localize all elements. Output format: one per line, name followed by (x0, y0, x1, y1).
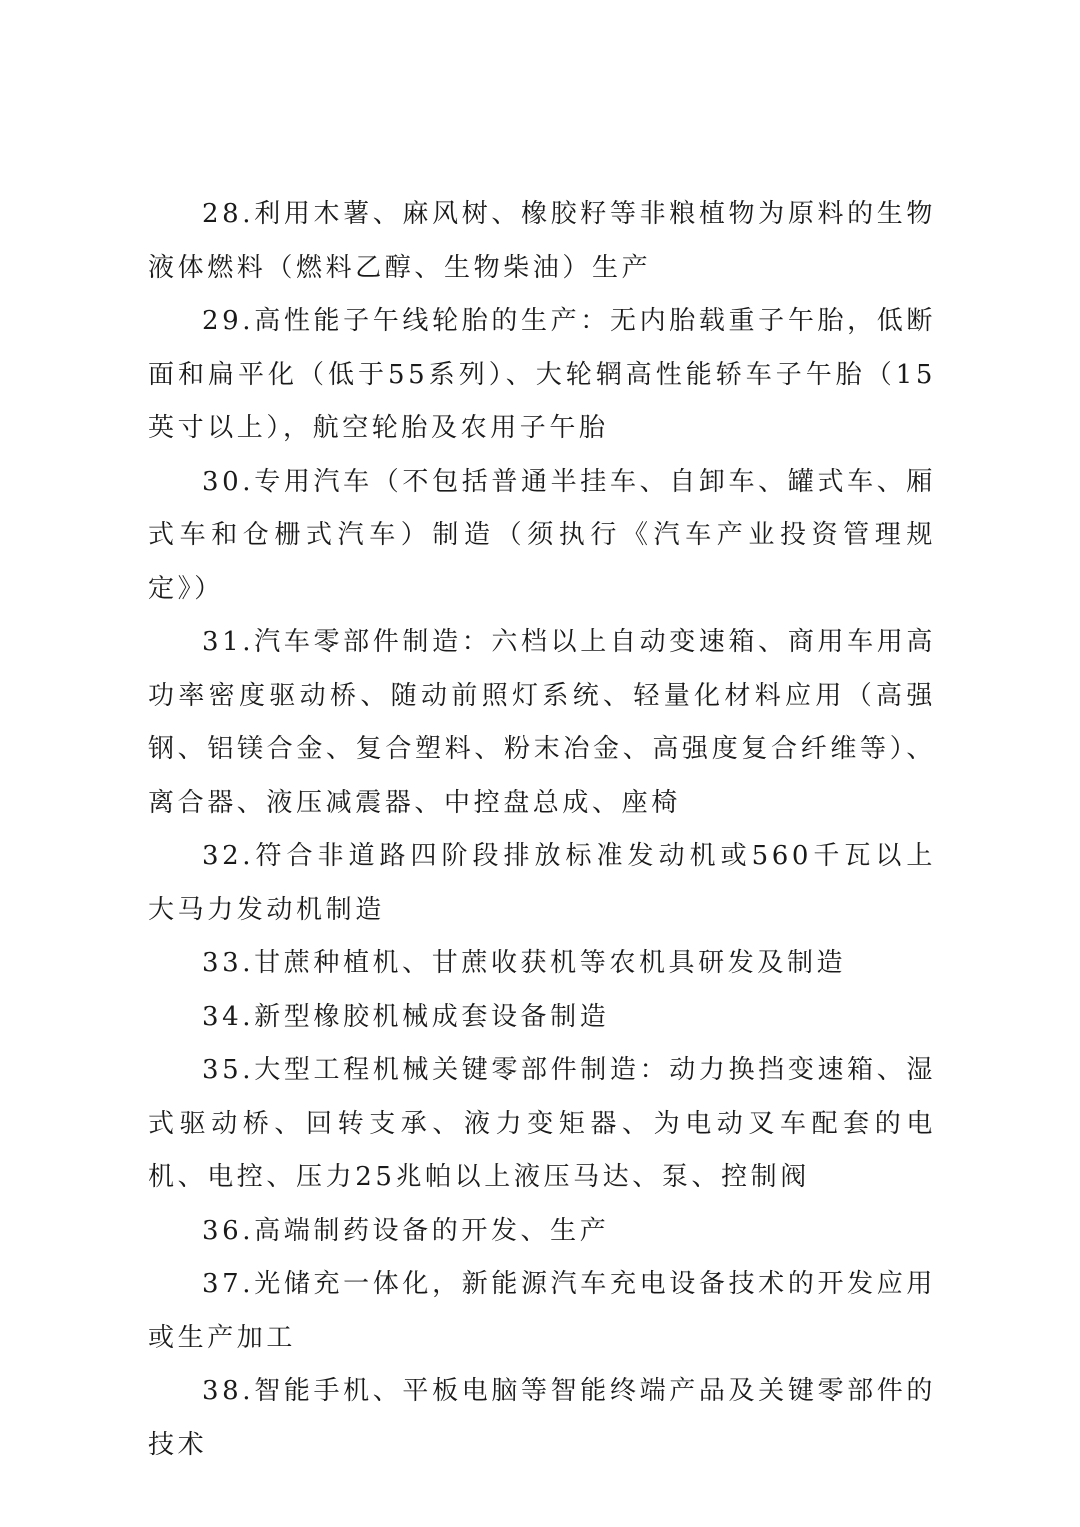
list-item: 32.符合非道路四阶段排放标准发动机或560千瓦以上大马力发动机制造 (148, 841, 936, 925)
list-item: 34.新型橡胶机械成套设备制造 (202, 1001, 610, 1032)
list-item: 29.高性能子午线轮胎的生产：无内胎载重子午胎，低断面和扁平化（低于55系列）、大轮辋高性能轿车子午胎（15英寸以上），航空轮胎及农用子午胎 (148, 306, 936, 443)
list-item: 33.甘蔗种植机、甘蔗收获机等农机具研发及制造 (202, 948, 847, 978)
list-item: 37.光储充一体化，新能源汽车充电设备技术的开发应用或生产加工 (148, 1269, 936, 1353)
list-item: 31.汽车零部件制造：六档以上自动变速箱、商用车用高功率密度驱动桥、随动前照灯系统、轻量化材料应用（高强钢、铝镁合金、复合塑料、粉末冶金、高强度复合纤维等）、离合器、液压减震器、中控盘总成、座椅 (148, 627, 936, 818)
list-item: 38.智能手机、平板电脑等智能终端产品及关键零部件的技术 (148, 1376, 936, 1460)
list-item: 35.大型工程机械关键零部件制造：动力换挡变速箱、湿式驱动桥、回转支承、液力变矩器、为电动叉车配套的电机、电控、压力25兆帕以上液压马达、泵、控制阀 (148, 1055, 936, 1192)
document-body (148, 188, 936, 1472)
list-item: 28.利用木薯、麻风树、橡胶籽等非粮植物为原料的生物液体燃料（燃料乙醇、生物柴油）生产 (148, 199, 936, 283)
list-item: 36.高端制药设备的开发、生产 (202, 1215, 610, 1246)
list-item: 30.专用汽车（不包括普通半挂车、自卸车、罐式车、厢式车和仓栅式汽车）制造（须执行《汽车产业投资管理规定》） (148, 466, 936, 604)
